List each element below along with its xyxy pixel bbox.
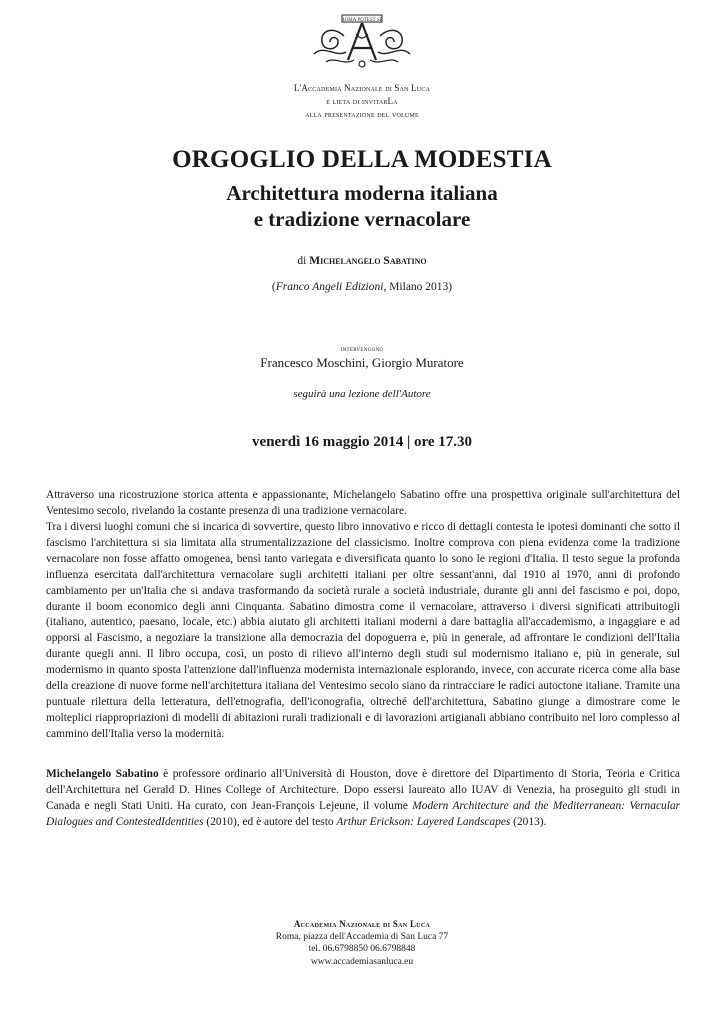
emblem-banner-text: ROMA POTEST SE — [341, 18, 383, 23]
description-paragraph-2 — [46, 520, 680, 743]
author-prefix: di — [297, 255, 307, 267]
book-subtitle — [0, 180, 724, 232]
bio-text-3: (2013). — [510, 815, 547, 828]
bio-text-1: è professore ordinario all'Università di Houston, dove è direttore del Dipartimento di Storia, Teoria e Critica dell'Architettura nel Gerald D. Hines College of Architecture. Dopo essersi laureato allo IUAV di Venezia, ha proseguito gli studi in Canada e negli Stati Uniti. Ha curato, con Jean-François Lejeune, il volume — [46, 768, 680, 812]
author-bio — [46, 767, 680, 831]
invitation-line-2: è lieta di invitarLa — [326, 96, 398, 106]
bio-text-2: (2010), ed è autore del testo — [203, 815, 337, 828]
book-title: ORGOGLIO DELLA MODESTIA — [172, 146, 552, 173]
invitation-line-3: alla presentazione del volume — [305, 109, 419, 119]
publisher-rest: , Milano 2013) — [383, 281, 453, 293]
lecture-note: seguirà una lezione dell'Autore — [293, 388, 431, 400]
book-subtitle-line-1: Architettura moderna italiana — [226, 181, 498, 205]
description-paragraph-1 — [46, 488, 680, 520]
footer-website-link[interactable]: www.accademiasanluca.eu — [310, 956, 414, 967]
bio-book-2: Arthur Erickson: Layered Landscapes — [336, 815, 511, 828]
publisher-open: ( — [271, 281, 276, 293]
description-text-2: Tra i diversi luoghi comuni che si incarica di sovvertire, questo libro innovativo e ricco di dettagli contesta le ipotesi dominanti che sotto il fascismo l'architettura si sia limitata alla strumentalizzazione del classicismo. Inoltre comprova con piena evidenza come la tradizione vernacolare non fosse affatto omogenea, bensì tanto variegata e diversificata quanto lo sono le regioni d'Italia. Il testo segue la profonda influenza esercitata dall'architettura vernacolare sugli architetti italiani per oltre sessant'anni, dal 1910 al 1970, anni di profondo cambiamento per un'Italia che si andava trasformando da società rurale a società industriale, durante gli anni del fascismo e poi, dopo, durante il boom economico degli anni Cinquanta. Sabatino dimostra come il vernacolare, attraverso i diversi significati attribuitogli (italiano, autentico, paesano, locale, etc.) abbia aiutato gli architetti italiani moderni a dare battaglia all'accademismo, a ingaggiare e ad opporsi al Fascismo, a negoziare la transizione alla democrazia del dopoguerra e, più in generale, ad affrontare le condizioni dell'Italia durante quegli anni. Il libro occupa, così, un posto di rilievo all'interno degli studi sul modernismo italiano e, più in generale, sul modernismo in quanto sposta l'attenzione dall'influenza modernista internazionale esplorando, invece, con accurate ricerca come alla base della creazione di nuove forme nell'architettura italiana del Ventesimo secolo siano da rintracciare le radici autoctone italiane. Tramite una puntuale rilettura della letteratura, dell'etnografia, dell'iconografia, oltreché dell'architettura, Sabatino giunge a dimostrare come le molteplici riappropriazioni di modelli di abitazioni rurali tradizionali e di lavorazioni artigianali abbiano contribuito nel loro complesso al cammino dell'Italia verso la modernità. — [46, 521, 680, 740]
description-text-1: Attraverso una ricostruzione storica attenta e appassionante, Michelangelo Sabatino offre una prospettiva originale sull'architettura del Ventesimo secolo, rivelando la costante presenza di una tradizione vernacolare. — [46, 489, 680, 517]
book-publisher — [0, 281, 724, 293]
footer — [0, 918, 724, 968]
book-subtitle-line-2: e tradizione vernacolare — [253, 207, 471, 231]
speakers: Francesco Moschini, Giorgio Muratore — [260, 355, 464, 370]
footer-phone: tel. 06.6798850 06.6798848 — [308, 944, 416, 955]
bio-book-1: Modern Architecture and the Mediterranean: Vernacular Dialogues and ContestedIdentities — [46, 799, 680, 828]
publisher-name: Franco Angeli Edizioni — [275, 281, 384, 293]
author-name: Michelangelo Sabatino — [309, 255, 427, 267]
invitation-line-1: L'Accademia Nazionale di San Luca — [293, 83, 431, 93]
event-datetime: venerdì 16 maggio 2014 | ore 17.30 — [251, 434, 473, 450]
footer-name: Accademia Nazionale di San Luca — [293, 919, 431, 929]
invitation-block — [0, 82, 724, 121]
footer-address: Roma, piazza dell'Accademia di San Luca 77 — [275, 931, 449, 942]
speakers-label: intervengono — [340, 344, 384, 353]
academy-emblem-icon — [304, 14, 420, 72]
academy-logo — [304, 14, 420, 72]
bio-name: Michelangelo Sabatino — [46, 768, 159, 780]
book-author — [0, 255, 724, 267]
